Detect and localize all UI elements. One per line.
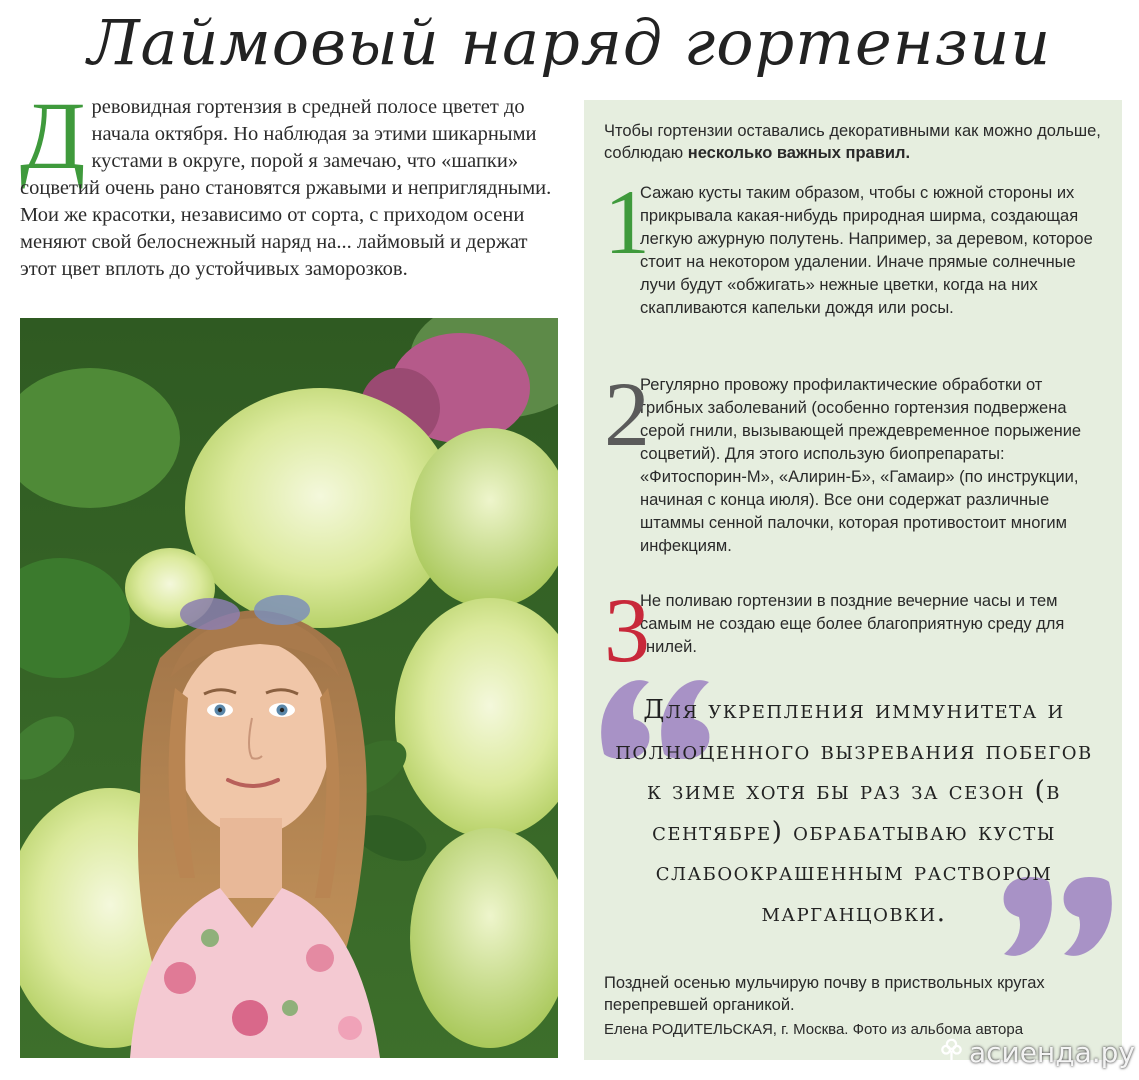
sidebar-lead-text: Чтобы гортензии оставались декоративными как можно дольше, соблюдаю xyxy=(604,122,1101,162)
drop-cap: Д xyxy=(20,82,86,189)
rule-3 xyxy=(604,579,1109,681)
article-title: Лаймовый наряд гортензии xyxy=(87,6,1052,79)
rule-number: 2 xyxy=(604,363,650,465)
sidebar-lead-bold: несколько важных правил. xyxy=(687,144,911,162)
rule-2 xyxy=(604,363,1109,558)
rule-text: Регулярно провожу профилактические обработки от грибных заболеваний (особенно гортензия подвержена серой гнили, вызывающей преждевременное порыжение соцветий). Для этого использую биопрепараты: «Фитоспорин-М», «Алирин-Б», «Гамаир» (по инструкции, начиная с конца июля). Все они содержат различные штаммы сенной палочки, которая противостоит многим инфекциям. xyxy=(640,376,1082,555)
pull-quote: Для укрепления иммунитета и полноценного вызревания побегов к зиме хотя бы раз за сезон (в сентябре) обрабатываю кусты слабоокрашенным раствором марганцовки. xyxy=(615,695,1093,928)
sidebar-footer: Поздней осенью мульчирую почву в приствольных кругах перепревшей органикой. xyxy=(604,974,1045,1014)
author-credit: Елена РОДИТЕЛЬСКАЯ, г. Москва. Фото из альбома автора xyxy=(604,1021,1024,1038)
tips-sidebar xyxy=(584,100,1122,1060)
flower-logo-icon xyxy=(940,1032,963,1072)
author-photo xyxy=(20,318,558,1058)
rule-number: 3 xyxy=(604,579,650,681)
rule-1 xyxy=(604,171,1109,320)
rule-text: Сажаю кусты таким образом, чтобы с южной стороны их прикрывала какая-нибудь природная ширма, создающая легкую ажурную полутень. Например, за деревом, которое стоит на некотором удалении. Иначе прямые солнечные лучи будут «обжигать» нежные цветки, когда на них скапливаются капельки дождя или росы. xyxy=(640,184,1093,317)
site-watermark xyxy=(940,1030,1135,1074)
rule-number: 1 xyxy=(604,171,650,273)
intro-text: ревовидная гортензия в средней полосе цветет до начала октября. Но наблюдая за этими шикарными кустами в округе, порой я замечаю, что «шапки» соцветий очень рано становятся ржавыми и неприглядными. Мои же красотки, независимо от сорта, с приходом осени меняют свой белоснежный наряд на... лаймовый и держат этот цвет вплоть до устойчивых заморозков. xyxy=(20,96,552,280)
sidebar-lead xyxy=(604,120,1109,164)
intro-paragraph xyxy=(20,82,560,283)
watermark-text: асиенда.ру xyxy=(968,1035,1135,1069)
rule-text: Не поливаю гортензии в поздние вечерние часы и тем самым не создаю еще более благоприятную среду для гнилей. xyxy=(640,592,1065,656)
